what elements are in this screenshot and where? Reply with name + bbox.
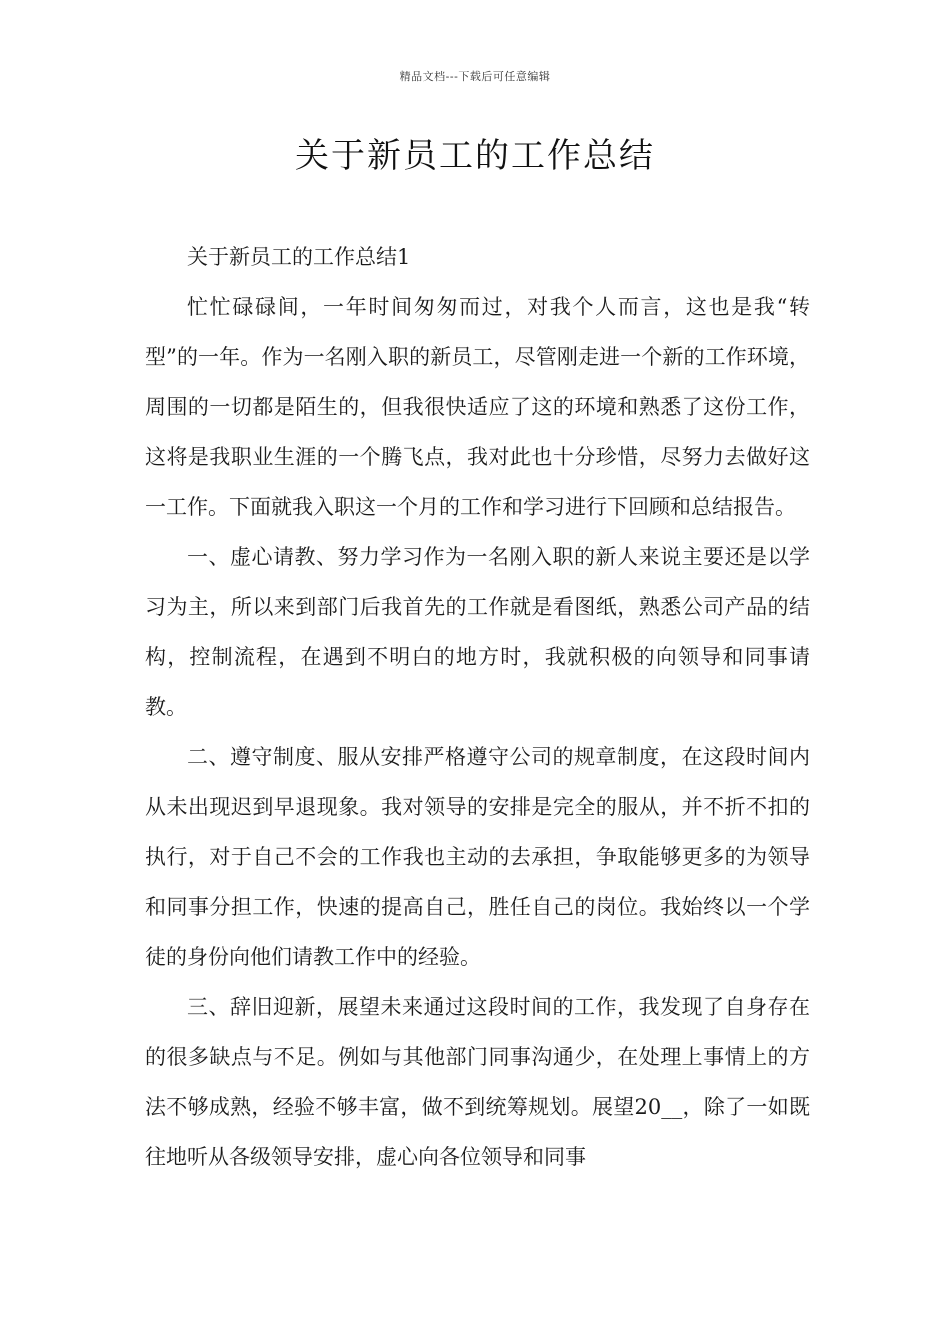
header-note: 精品文档---下载后可任意编辑 — [399, 70, 551, 83]
section-subheading: 关于新员工的工作总结1 — [187, 245, 411, 269]
paragraph-point-one: 一、虚心请教、努力学习作为一名刚入职的新人来说主要还是以学习为主，所以来到部门后我首先的工作就是看图纸，熟悉公司产品的结构，控制流程，在遇到不明白的地方时，我就积极的向领导和同事请教。 — [145, 545, 810, 719]
paragraph-point-three: 三、辞旧迎新，展望未来通过这段时间的工作，我发现了自身存在的很多缺点与不足。例如与其他部门同事沟通少，在处理上事情上的方法不够成熟，经验不够丰富，做不到统筹规划。展望20__，除了一如既往地听从各级领导安排，虚心向各位领导和同事 — [145, 995, 810, 1169]
paragraph-point-two: 二、遵守制度、服从安排严格遵守公司的规章制度，在这段时间内从未出现迟到早退现象。我对领导的安排是完全的服从，并不折不扣的执行，对于自己不会的工作我也主动的去承担，争取能够更多的为领导和同事分担工作，快速的提高自己，胜任自己的岗位。我始终以一个学徒的身份向他们请教工作中的经验。 — [145, 745, 810, 969]
document-title: 关于新员工的工作总结 — [295, 136, 655, 176]
document-body — [145, 232, 810, 1182]
paragraph-intro: 忙忙碌碌间，一年时间匆匆而过，对我个人而言，这也是我“转型”的一年。作为一名刚入职的新员工，尽管刚走进一个新的工作环境，周围的一切都是陌生的，但我很快适应了这的环境和熟悉了这份工作，这将是我职业生涯的一个腾飞点，我对此也十分珍惜，尽努力去做好这一工作。下面就我入职这一个月的工作和学习进行下回顾和总结报告。 — [145, 295, 810, 519]
